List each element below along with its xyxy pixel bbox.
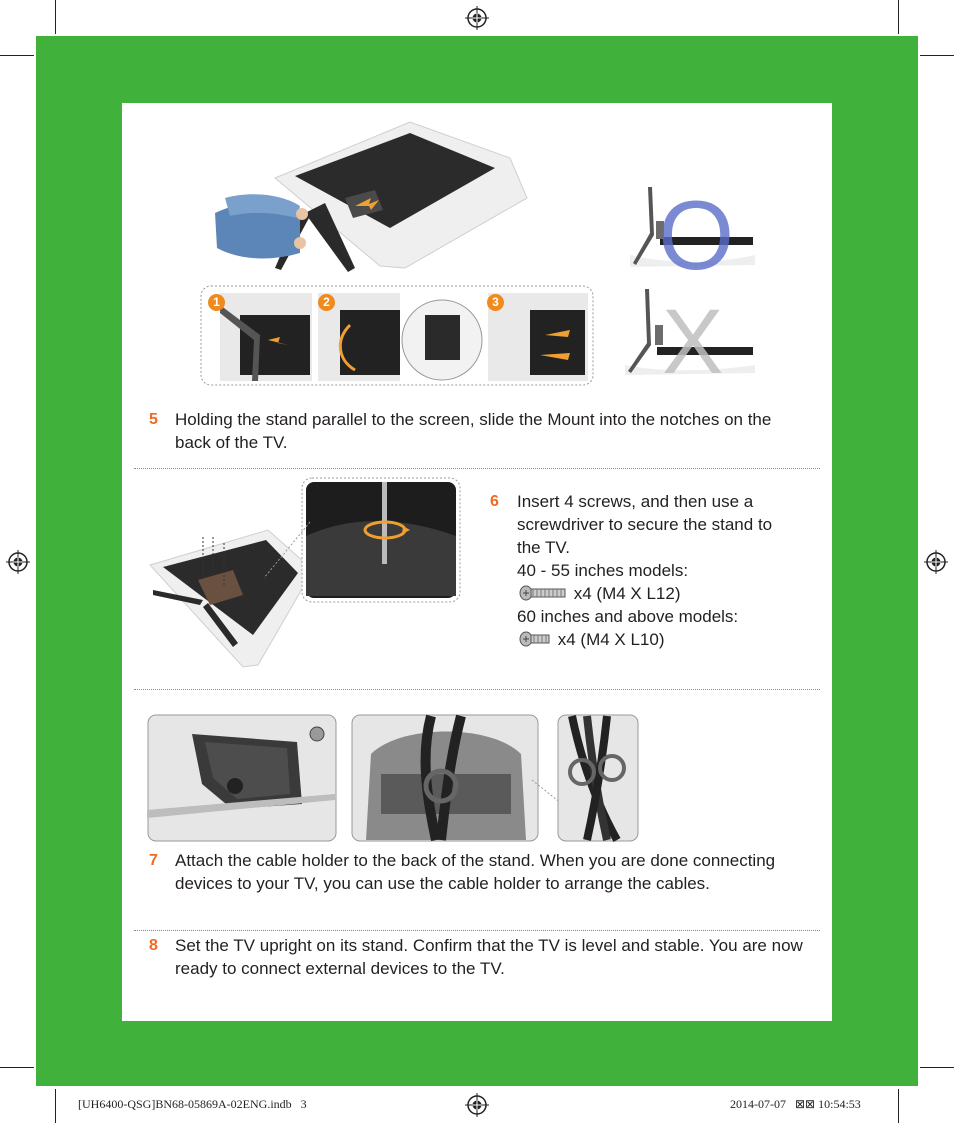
- step-5-text: Holding the stand parallel to the screen, slide the Mount into the notches on the back of the TV.: [175, 410, 772, 452]
- registration-mark-icon: [924, 550, 948, 574]
- step-8-text: Set the TV upright on its stand. Confirm that the TV is level and stable. You are now ready to connect external devices to the TV.: [175, 936, 803, 978]
- registration-mark-icon: [6, 550, 30, 574]
- callout-badge-1: 1: [208, 294, 225, 311]
- callout-badge-2: 2: [318, 294, 335, 311]
- crop-mark: [0, 55, 34, 56]
- footer-date: 2014-07-07: [730, 1097, 786, 1111]
- crop-mark: [0, 1067, 34, 1068]
- footer-timestamp: [730, 1097, 861, 1112]
- screwdriver-detail-illustration: [300, 476, 462, 604]
- incorrect-mark: X: [662, 291, 724, 393]
- section-divider: [134, 468, 820, 469]
- step-6-line-1: Insert 4 screws, and then use a: [517, 492, 754, 511]
- crop-mark: [55, 1089, 56, 1123]
- tv-mount-illustration: [205, 118, 530, 290]
- step-5-number: 5: [149, 411, 158, 428]
- screw-spec-row-b: [517, 628, 807, 651]
- crop-mark: [55, 0, 56, 34]
- long-screw-icon: [519, 584, 569, 602]
- footer-time: 10:54:53: [818, 1097, 861, 1111]
- step-7-text: Attach the cable holder to the back of the stand. When you are done connecting devices to your TV, you can use the cable holder to arrange the cables.: [175, 851, 776, 893]
- cable-holder-illustration-2: [351, 714, 539, 842]
- crop-mark: [920, 1067, 954, 1068]
- step-8-number: 8: [149, 937, 158, 954]
- models-60-plus-label: 60 inches and above models:: [517, 607, 739, 626]
- registration-mark-icon: [465, 1093, 489, 1117]
- step-6-line-3: the TV.: [517, 538, 570, 557]
- footer-time-glyph: ⊠⊠: [795, 1097, 816, 1111]
- step-6-number: 6: [490, 493, 499, 510]
- screw-spec-b: x4 (M4 X L10): [557, 630, 665, 649]
- screw-spec-row-a: [517, 582, 807, 605]
- short-screw-icon: [519, 630, 553, 648]
- screw-spec-a: x4 (M4 X L12): [573, 584, 681, 603]
- cable-holder-illustration-3: [557, 714, 639, 842]
- crop-mark: [898, 0, 899, 34]
- connector-line: [262, 520, 312, 580]
- section-divider: [134, 689, 820, 690]
- footer-filename: [UH6400-QSG]BN68-05869A-02ENG.indb 3: [78, 1097, 307, 1111]
- section-divider: [134, 930, 820, 931]
- registration-mark-icon: [465, 6, 489, 30]
- models-40-55-label: 40 - 55 inches models:: [517, 561, 689, 580]
- cable-holder-illustration-1: [147, 714, 337, 842]
- callout-badge-3: 3: [487, 294, 504, 311]
- step-6-text: [517, 490, 807, 651]
- crop-mark: [898, 1089, 899, 1123]
- correct-mark: O: [658, 180, 735, 290]
- step-6-line-2: screwdriver to secure the stand to: [517, 515, 773, 534]
- crop-mark: [920, 55, 954, 56]
- step-7-number: 7: [149, 852, 158, 869]
- mount-steps-illustration: [200, 285, 595, 387]
